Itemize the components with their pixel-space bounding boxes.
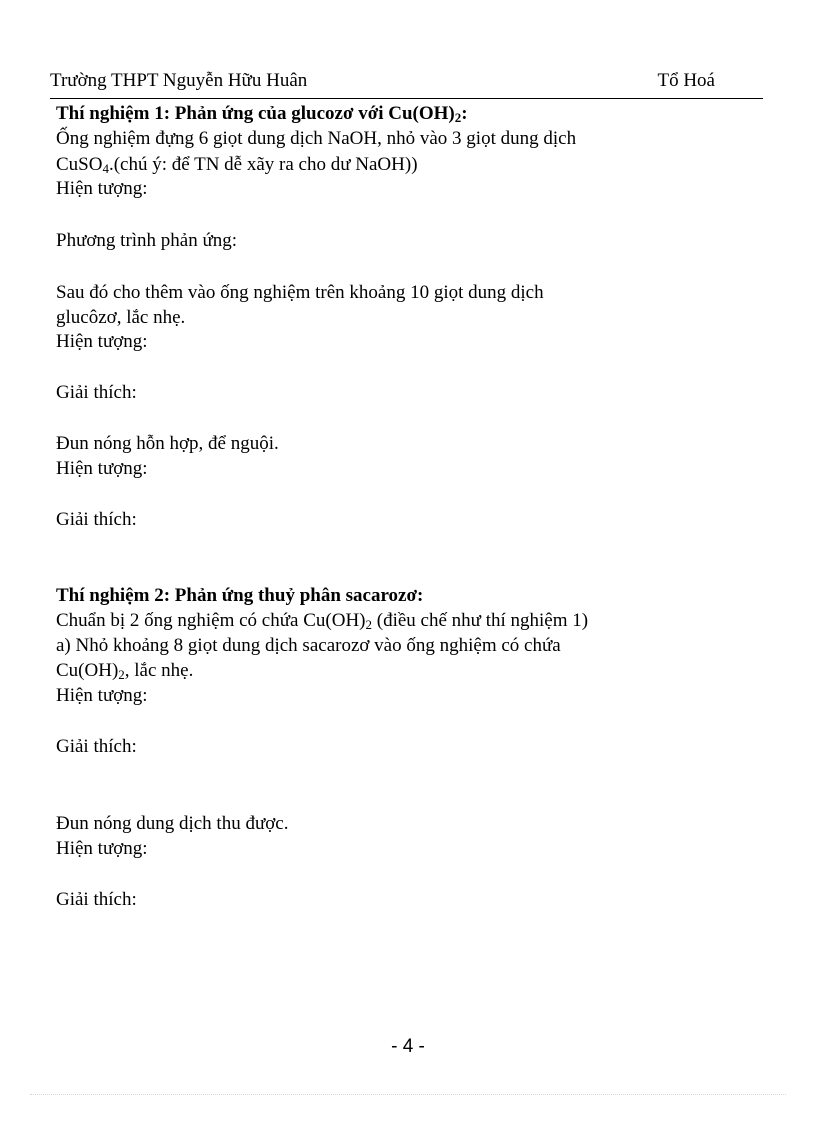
exp2-observation-label-2: Hiện tượng: bbox=[56, 838, 148, 859]
exp1-line-2: CuSO$_4$.(chú ý: để TN dễ xãy ra cho dư NaOH)) bbox=[56, 154, 418, 176]
department-name: Tổ Hoá bbox=[657, 70, 715, 91]
exp1-observation-label-2: Hiện tượng: bbox=[56, 331, 148, 352]
exp2-explanation-label: Giải thích: bbox=[56, 736, 137, 757]
exp2-explanation-label-2: Giải thích: bbox=[56, 889, 137, 910]
exp1-line-9: Đun nóng hỗn hợp, để nguội. bbox=[56, 433, 279, 454]
experiment-2-title: Thí nghiệm 2: Phản ứng thuỷ phân sacarozơ: bbox=[56, 585, 424, 606]
exp2-line-2: a) Nhỏ khoảng 8 giọt dung dịch sacarozơ vào ống nghiệm có chứa bbox=[56, 635, 561, 656]
exp1-line-6: glucôzơ, lắc nhẹ. bbox=[56, 307, 186, 328]
exp1-line-5: Sau đó cho thêm vào ống nghiệm trên khoảng 10 giọt dung dịch bbox=[56, 282, 544, 303]
exp2-line-1: Chuẩn bị 2 ống nghiệm có chứa $Cu(OH)_2$ (điều chế như thí nghiệm 1) bbox=[56, 610, 589, 632]
exp1-line-1: Ống nghiệm đựng 6 giọt dung dịch NaOH, nhỏ vào 3 giọt dung dịch bbox=[56, 128, 577, 149]
exp1-observation-label: Hiện tượng: bbox=[56, 178, 148, 199]
exp1-observation-label-3: Hiện tượng: bbox=[56, 458, 148, 479]
school-name: Trường THPT Nguyễn Hữu Huân bbox=[50, 70, 308, 91]
exp2-observation-label: Hiện tượng: bbox=[56, 685, 148, 706]
exp2-line-3: $Cu(OH)_2$, lắc nhẹ. bbox=[56, 660, 194, 682]
exp2-line-6: Đun nóng dung dịch thu được. bbox=[56, 813, 289, 834]
exp1-explanation-label-2: Giải thích: bbox=[56, 509, 137, 530]
exp1-explanation-label: Giải thích: bbox=[56, 382, 137, 403]
page-header bbox=[50, 68, 763, 99]
footer-divider bbox=[30, 1094, 786, 1095]
exp1-equation-label: Phương trình phản ứng: bbox=[56, 230, 238, 251]
page-number: - 4 - bbox=[391, 1036, 425, 1057]
experiment-1-title: Thí nghiệm 1: Phản ứng của glucozơ với $Cu(OH)_2$: bbox=[56, 103, 468, 125]
